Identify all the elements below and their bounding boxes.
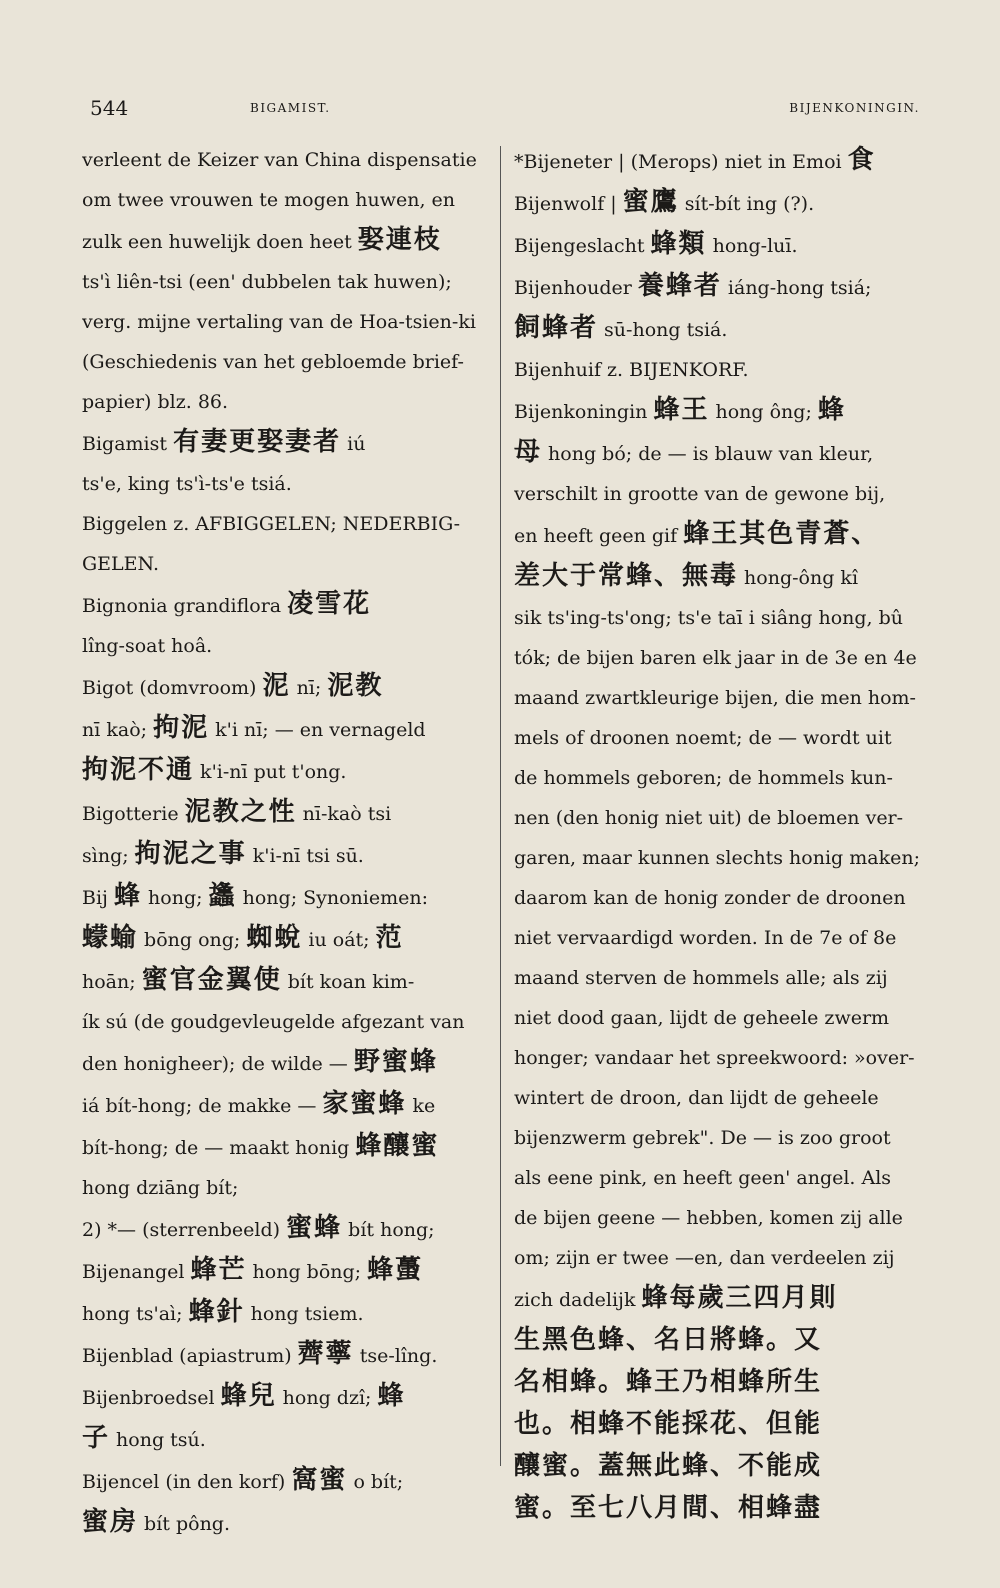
text-line: ts'e, king ts'ì-ts'e tsiá. bbox=[82, 473, 292, 495]
text-line: ts'ì liên-tsi (een' dubbelen tak huwen); bbox=[82, 271, 452, 293]
text-line: tók; de bijen baren elk jaar in de 3e en 4e bbox=[514, 647, 917, 669]
text-line: Biggelen z. AFBIGGELEN; NEDERBIG- bbox=[82, 513, 461, 535]
right-column bbox=[514, 140, 929, 1530]
text-line: om; zijn er twee —en, dan verdeelen zij bbox=[514, 1247, 895, 1269]
text-line: 蜜。至七八月間、相蜂盡 bbox=[514, 1493, 823, 1523]
running-head-left: BIGAMIST. bbox=[250, 101, 331, 115]
left-column bbox=[82, 140, 492, 1544]
text-line: *Bijeneter | (Merops) niet in Emoi 食 bbox=[514, 145, 876, 175]
text-line: hong ts'aì; 蜂針 hong tsiem. bbox=[82, 1297, 364, 1327]
text-line: verleent de Keizer van China dispensatie bbox=[82, 149, 477, 171]
text-line: 飼蜂者 sū-hong tsiá. bbox=[514, 313, 728, 343]
text-line: Bignonia grandiflora 凌雪花 bbox=[82, 589, 372, 619]
text-line: Bigot (domvroom) 泥 nī; 泥教 bbox=[82, 671, 384, 701]
running-head bbox=[90, 96, 920, 120]
text-line: Bijenhuif z. BIJENKORF. bbox=[514, 359, 749, 381]
text-line: verg. mijne vertaling van de Hoa-tsien-ki bbox=[82, 311, 476, 333]
text-line: (Geschiedenis van het gebloemde brief- bbox=[82, 351, 464, 373]
text-line: Bigamist 有妻更娶妻者 iú bbox=[82, 427, 366, 457]
running-head-right: BIJENKONINGIN. bbox=[789, 101, 920, 115]
text-line: lîng-soat hoâ. bbox=[82, 635, 213, 657]
text-line: mels of droonen noemt; de — wordt uit bbox=[514, 727, 892, 749]
text-line: GELEN. bbox=[82, 553, 159, 575]
text-line: verschilt in grootte van de gewone bij, bbox=[514, 483, 886, 505]
text-line: 子 hong tsú. bbox=[82, 1423, 206, 1453]
text-line: Bigotterie 泥教之性 nī-kaò tsi bbox=[82, 797, 392, 827]
text-line: iá bít-hong; de makke — 家蜜蜂 ke bbox=[82, 1089, 436, 1119]
text-line: sik ts'ing-ts'ong; ts'e taī i siâng hong, bû bbox=[514, 607, 904, 629]
text-line: 2) *— (sterrenbeeld) 蜜蜂 bít hong; bbox=[82, 1213, 435, 1243]
text-line: 名相蜂。蜂王乃相蜂所生 bbox=[514, 1367, 823, 1397]
page-number: 544 bbox=[90, 96, 129, 120]
text-line: Bijencel (in den korf) 窩蜜 o bít; bbox=[82, 1465, 404, 1495]
text-line: maand zwartkleurige bijen, die men hom- bbox=[514, 687, 916, 709]
text-line: als eene pink, en heeft geen' angel. Als bbox=[514, 1167, 892, 1189]
text-line: bijenzwerm gebrek". De — is zoo groot bbox=[514, 1127, 891, 1149]
text-line: ík sú (de goudgevleugelde afgezant van bbox=[82, 1011, 465, 1033]
text-line: en heeft geen gif 蜂王其色青蒼、 bbox=[514, 519, 880, 549]
text-line: hong dziāng bít; bbox=[82, 1177, 239, 1199]
column-divider bbox=[500, 146, 501, 1466]
text-line: 也。相蜂不能採花、但能 bbox=[514, 1409, 823, 1439]
text-line: 母 hong bó; de — is blauw van kleur, bbox=[514, 437, 874, 467]
text-line: daarom kan de honig zonder de droonen bbox=[514, 887, 906, 909]
text-line: bít-hong; de — maakt honig 蜂釀蜜 bbox=[82, 1131, 440, 1161]
text-line: zulk een huwelijk doen heet 娶連枝 bbox=[82, 225, 442, 255]
text-line: nen (den honig niet uit) de bloemen ver- bbox=[514, 807, 904, 829]
text-line: 釀蜜。蓋無此蜂、不能成 bbox=[514, 1451, 823, 1481]
text-line: niet dood gaan, lijdt de geheele zwerm bbox=[514, 1007, 890, 1029]
text-line: Bijenbroedsel 蜂兒 hong dzî; 蜂 bbox=[82, 1381, 406, 1411]
text-line: nī kaò; 拘泥 k'i nī; — en vernageld bbox=[82, 713, 426, 743]
text-line: 生黑色蜂、名日將蜂。又 bbox=[514, 1325, 823, 1355]
text-line: Bijengeslacht 蜂類 hong-luī. bbox=[514, 229, 798, 259]
text-line: 差大于常蜂、無毒 hong-ông kî bbox=[514, 561, 859, 591]
text-line: niet vervaardigd worden. In de 7e of 8e bbox=[514, 927, 897, 949]
text-line: den honigheer); de wilde — 野蜜蜂 bbox=[82, 1047, 438, 1077]
text-line: honger; vandaar het spreekwoord: »over- bbox=[514, 1047, 915, 1069]
text-line: Bijenkoningin 蜂王 hong ông; 蜂 bbox=[514, 395, 846, 425]
text-line: Bijenwolf | 蜜鷹 sít-bít ing (?). bbox=[514, 187, 815, 217]
text-line: wintert de droon, dan lijdt de geheele bbox=[514, 1087, 879, 1109]
text-line: Bij 蜂 hong; 蠭 hong; Synoniemen: bbox=[82, 881, 429, 911]
text-line: hoān; 蜜官金翼使 bít koan kim- bbox=[82, 965, 415, 995]
text-line: garen, maar kunnen slechts honig maken; bbox=[514, 847, 920, 869]
text-line: de bijen geene — hebben, komen zij alle bbox=[514, 1207, 903, 1229]
text-line: 蜜房 bít pông. bbox=[82, 1507, 231, 1537]
text-line: Bijenhouder 養蜂者 iáng-hong tsiá; bbox=[514, 271, 872, 301]
text-line: Bijenangel 蜂芒 hong bōng; 蜂蠆 bbox=[82, 1255, 424, 1285]
text-line: 蠓蝓 bōng ong; 蜘蛻 iu oát; 范 bbox=[82, 923, 404, 953]
text-line: Bijenblad (apiastrum) 薺薴 tse-lîng. bbox=[82, 1339, 438, 1369]
text-line: de hommels geboren; de hommels kun- bbox=[514, 767, 893, 789]
text-line: 拘泥不通 k'i-nī put t'ong. bbox=[82, 755, 347, 785]
text-line: maand sterven de hommels alle; als zij bbox=[514, 967, 888, 989]
text-line: zich dadelijk 蜂每歲三四月則 bbox=[514, 1283, 838, 1313]
text-line: sìng; 拘泥之事 k'i-nī tsi sū. bbox=[82, 839, 364, 869]
text-line: papier) blz. 86. bbox=[82, 391, 229, 413]
text-line: om twee vrouwen te mogen huwen, en bbox=[82, 189, 456, 211]
